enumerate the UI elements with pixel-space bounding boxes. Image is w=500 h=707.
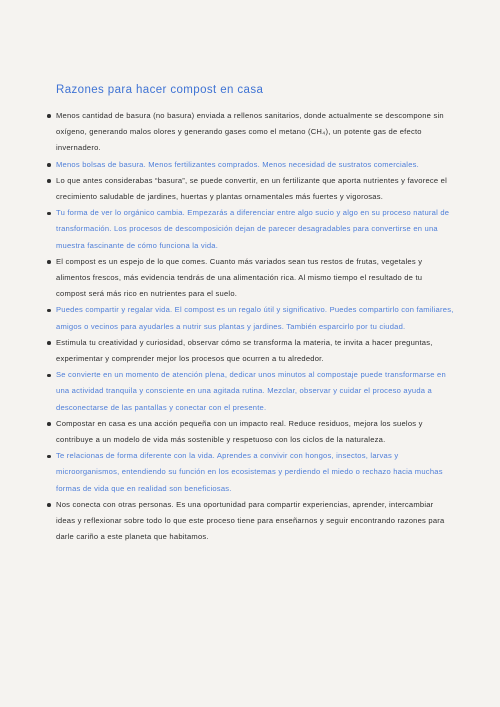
list-item <box>56 497 454 546</box>
bullet-icon <box>47 212 51 216</box>
bullet-icon <box>47 341 51 345</box>
bullet-icon <box>47 503 51 507</box>
list-item-text: Estimula tu creatividad y curiosidad, observar cómo se transforma la materia, te invita a hacer preguntas, experimentar y comprender mejor los procesos que ocurren a tu alrededor. <box>56 337 433 364</box>
reasons-list <box>56 108 454 545</box>
list-item <box>56 205 454 254</box>
list-item <box>56 335 454 367</box>
bullet-icon <box>47 163 51 167</box>
list-item <box>56 254 454 303</box>
list-item <box>56 157 454 173</box>
list-item-text: Lo que antes considerabas “basura”, se puede convertir, en un fertilizante que aporta nutrientes y favorece el crecimiento saludable de jardines, huertas y plantas ornamentales más fuertes y vigorosas. <box>56 175 448 202</box>
list-item-text: Menos bolsas de basura. Menos fertilizantes comprados. Menos necesidad de sustratos comerciales. <box>56 159 420 169</box>
list-item-text: Nos conecta con otras personas. Es una oportunidad para compartir experiencias, aprender, intercambiar ideas y reflexionar sobre todo lo que este proceso tiene para enseñarnos y seguir encontrando razones para darle cariño a este planeta que habitamos. <box>56 499 445 542</box>
list-item-text: Compostar en casa es una acción pequeña con un impacto real. Reduce residuos, mejora los suelos y contribuye a un modelo de vida más sostenible y respetuoso con los ciclos de la naturaleza. <box>56 418 423 445</box>
list-item <box>56 448 454 497</box>
page-title: Razones para hacer compost en casa <box>56 84 264 96</box>
list-item-text: Puedes compartir y regalar vida. El compost es un regalo útil y significativo. Puedes compartirlo con familiares, amigos o vecinos para ayudarles a nutrir sus plantas y jardines. También esparcirlo por tu ciudad. <box>56 305 454 331</box>
bullet-icon <box>47 455 51 459</box>
bullet-icon <box>47 179 51 183</box>
list-item <box>56 302 454 334</box>
bullet-icon <box>47 260 51 264</box>
bullet-icon <box>47 422 51 426</box>
list-item-text: El compost es un espejo de lo que comes. Cuanto más variados sean tus restos de frutas, vegetales y alimentos frescos, más evidencia tendrás de una alimentación rica. Al mismo tiempo el resultado de tu compost será más rico en nutrientes para el suelo. <box>56 256 423 299</box>
list-item <box>56 108 454 157</box>
list-item-text: Te relacionas de forma diferente con la vida. Aprendes a convivir con hongos, insectos, larvas y microorganismos, entendiendo su función en los ecosistemas y perdiendo el miedo o rechazo hacia muchas formas de vida que en realidad son beneficiosas. <box>56 451 443 493</box>
list-item-text: Menos cantidad de basura (no basura) enviada a rellenos sanitarios, donde actualmente se descompone sin oxígeno, generando malos olores y generando gases como el metano (CH₄), un potente gas de efecto invernadero. <box>56 111 444 153</box>
bullet-icon <box>47 374 51 378</box>
bullet-icon <box>47 114 51 118</box>
list-item <box>56 416 454 448</box>
list-item <box>56 173 454 205</box>
list-item-text: Tu forma de ver lo orgánico cambia. Empezarás a diferenciar entre algo sucio y algo en su proceso natural de transformación. Los procesos de descomposición dejan de parecer desagradables para convertirse en una muestra fascinante de cómo funciona la vida. <box>56 208 450 250</box>
bullet-icon <box>47 309 51 313</box>
list-item <box>56 367 454 416</box>
list-item-text: Se convierte en un momento de atención plena, dedicar unos minutos al compostaje puede transformarse en una actividad tranquila y consciente en una agitada rutina. Mezclar, observar y cuidar el proceso ayuda a desconectarse de las pantallas y conectar con el presente. <box>56 370 446 412</box>
